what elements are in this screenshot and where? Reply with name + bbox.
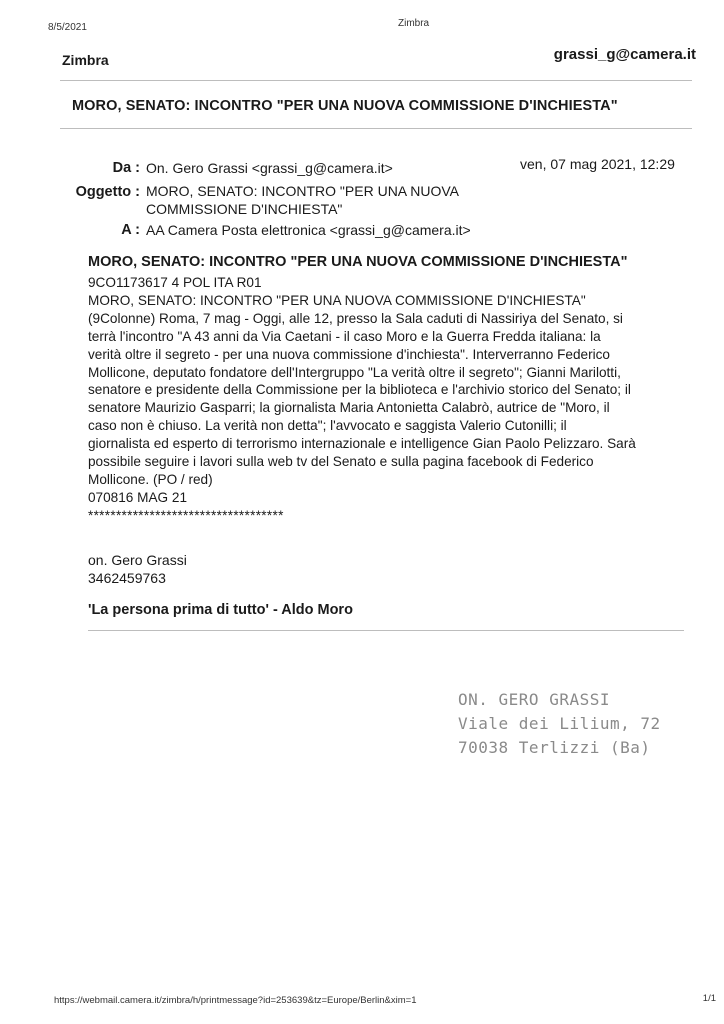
signature-phone: 3462459763 xyxy=(88,570,166,586)
body-line: 9CO1173617 4 POL ITA R01 xyxy=(88,275,262,290)
subject-label: Oggetto : xyxy=(75,184,140,200)
account-email: grassi_g@camera.it xyxy=(553,46,696,63)
print-date: 8/5/2021 xyxy=(48,22,87,33)
divider xyxy=(60,80,692,81)
subject-line: COMMISSIONE D'INCHIESTA" xyxy=(146,201,343,217)
body-line: senatore Maurizio Gasparri; la giornalista Maria Antonietta Calabrò, autrice de "Moro, il xyxy=(88,400,610,416)
body-line: possibile seguire i lavori sulla web tv del Senato e sulla pagina facebook di Federico xyxy=(88,454,594,470)
body-line: (9Colonne) Roma, 7 mag - Oggi, alle 12, presso la Sala caduti di Nassiriya del Senato, si xyxy=(88,310,623,326)
signature-quote: 'La persona prima di tutto' - Aldo Moro xyxy=(88,602,353,618)
body-line: verità oltre il segreto - per una nuova commissione d'inchiesta". Interverranno Federico xyxy=(88,346,610,362)
message-subject-title: MORO, SENATO: INCONTRO "PER UNA NUOVA COMMISSIONE D'INCHIESTA" xyxy=(72,98,618,114)
divider xyxy=(88,630,684,631)
from-label: Da : xyxy=(112,160,140,176)
stamp-line: Viale dei Lilium, 72 xyxy=(458,714,661,733)
separator-stars: *********************************** xyxy=(88,507,284,523)
stamp-line: ON. GERO GRASSI xyxy=(458,690,610,709)
signature-name: on. Gero Grassi xyxy=(88,552,187,568)
footer-url: https://webmail.camera.it/zimbra/h/printmessage?id=253639&tz=Europe/Berlin&xim=1 xyxy=(54,995,417,1006)
page-number: 1/1 xyxy=(702,993,716,1004)
print-title: Zimbra xyxy=(398,18,430,29)
subject-line: MORO, SENATO: INCONTRO "PER UNA NUOVA xyxy=(146,183,460,199)
to-label: A : xyxy=(121,222,140,238)
from-value: On. Gero Grassi <grassi_g@camera.it> xyxy=(146,160,393,176)
body-line: Mollicone. (PO / red) xyxy=(88,471,213,487)
body-line: senatore e presidente della Commissione per la biblioteca e l'archivio storico del Senato; il xyxy=(88,382,631,398)
to-value: AA Camera Posta elettronica <grassi_g@camera.it> xyxy=(146,222,471,238)
body-line: Mollicone, deputato fondatore dell'Intergruppo "La verità oltre il segreto"; Gianni Marilotti, xyxy=(88,364,621,380)
address-stamp xyxy=(458,688,661,760)
app-name: Zimbra xyxy=(62,52,109,68)
body-line: 070816 MAG 21 xyxy=(88,489,187,505)
message-body xyxy=(88,274,694,525)
message-date: ven, 07 mag 2021, 12:29 xyxy=(520,156,675,172)
body-line: caso non è chiuso. La verità non detta"; l'avvocato e saggista Valerio Cutonilli; il xyxy=(88,418,567,434)
body-line: giornalista ed esperto di terrorismo internazionale e intelligence Gian Paolo Pelizzaro. Sarà xyxy=(88,436,636,452)
divider xyxy=(60,128,692,129)
body-title: MORO, SENATO: INCONTRO "PER UNA NUOVA COMMISSIONE D'INCHIESTA" xyxy=(88,254,628,270)
subject-value xyxy=(146,182,476,218)
body-line: terrà l'incontro "A 43 anni da Via Caetani - il caso Moro e la Guerra Fredda italiana: la xyxy=(88,328,601,344)
body-line: MORO, SENATO: INCONTRO "PER UNA NUOVA COMMISSIONE D'INCHIESTA" xyxy=(88,292,586,308)
stamp-line: 70038 Terlizzi (Ba) xyxy=(458,738,651,757)
